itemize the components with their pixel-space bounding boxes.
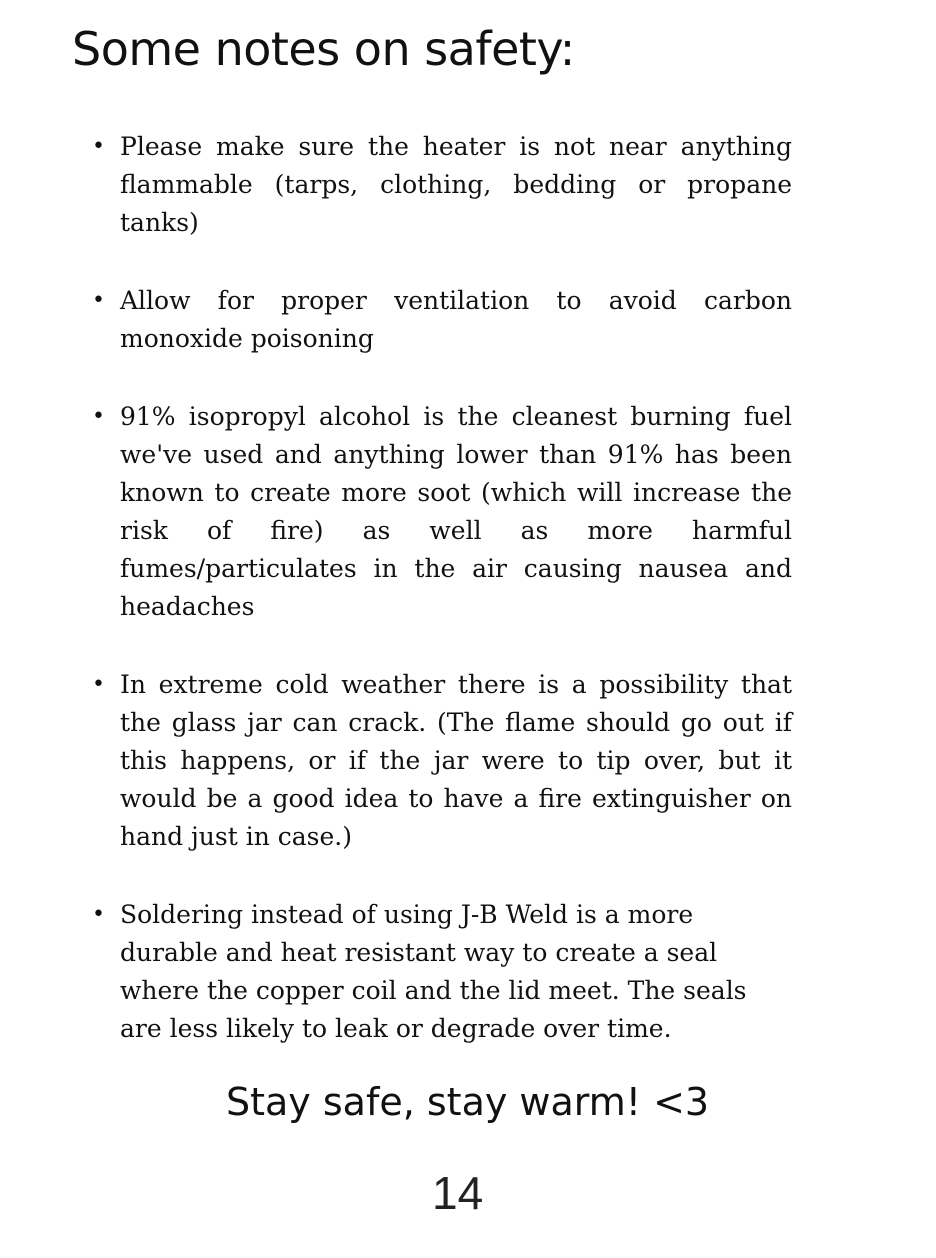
bullet-icon: • bbox=[92, 902, 105, 927]
signoff-text: Stay safe, stay warm! <3 bbox=[226, 1080, 710, 1124]
page-number: 14 bbox=[432, 1167, 484, 1219]
bullet-icon: • bbox=[92, 288, 105, 313]
note-text: In extreme cold weather there is a possibility that the glass jar can crack. (The flame should go out if this happens, or if the jar were to tip over, but it would be a good idea to have a fire extinguisher on hand just in case.) bbox=[120, 670, 792, 851]
list-item bbox=[92, 282, 792, 358]
list-item bbox=[92, 896, 792, 1048]
note-text: Allow for proper ventilation to avoid carbon monoxide poisoning bbox=[120, 286, 792, 353]
list-item bbox=[92, 666, 792, 856]
safety-notes-list bbox=[92, 128, 792, 1048]
note-text: 91% isopropyl alcohol is the cleanest burning fuel we've used and anything lower than 91% has been known to create more soot (which will increase the risk of fire) as well as more harmful fumes/particulates in the air causing nausea and headaches bbox=[120, 402, 792, 621]
note-text: Soldering instead of using J-B Weld is a more durable and heat resistant way to create a seal where the copper coil and the lid meet. The seals are less likely to leak or degrade over time. bbox=[120, 900, 747, 1043]
note-text: Please make sure the heater is not near anything flammable (tarps, clothing, bedding or propane tanks) bbox=[120, 132, 792, 237]
bullet-icon: • bbox=[92, 404, 105, 429]
page-title: Some notes on safety: bbox=[72, 22, 575, 76]
list-item bbox=[92, 398, 792, 626]
bullet-icon: • bbox=[92, 672, 105, 697]
bullet-icon: • bbox=[92, 134, 105, 159]
list-item bbox=[92, 128, 792, 242]
